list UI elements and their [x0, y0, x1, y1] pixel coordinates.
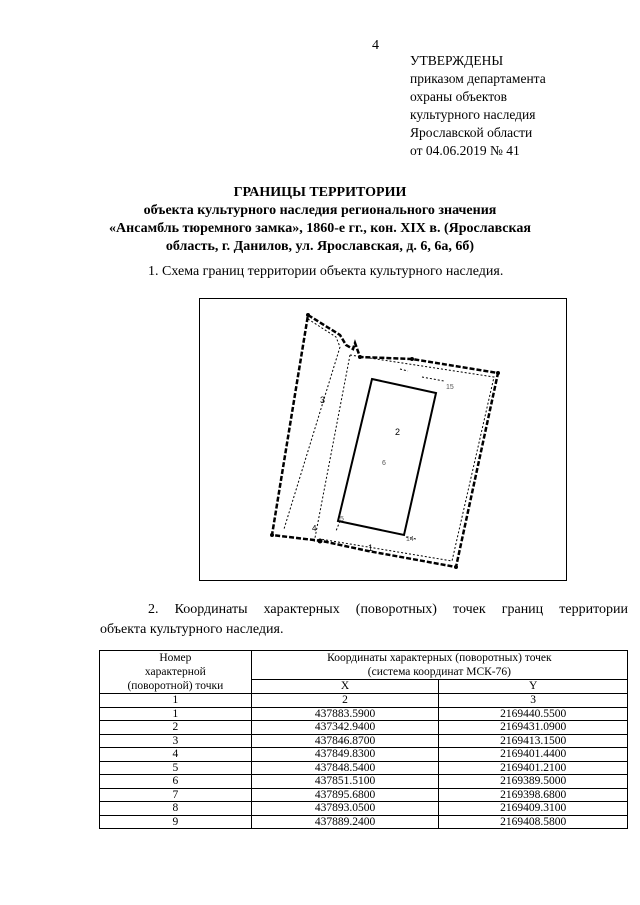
- approval-line: охраны объектов: [410, 89, 508, 104]
- section-2-heading: [100, 600, 628, 640]
- x-header: X: [251, 680, 439, 694]
- document-title: [0, 184, 640, 256]
- point-label: 6: [382, 460, 386, 467]
- approval-line: от 04.06.2019 № 41: [410, 143, 520, 158]
- approval-line: культурного наследия: [410, 107, 536, 122]
- title-line: область, г. Данилов, ул. Ярославская, д. 6, 6а, 6б): [165, 239, 475, 254]
- approval-stamp: [410, 52, 546, 160]
- point-label: 4: [312, 524, 317, 533]
- table-row: 7 437895.6800 2169398.6800: [100, 788, 628, 802]
- table-row: 8 437893.0500 2169409.3100: [100, 802, 628, 816]
- table-header-row: [100, 651, 628, 680]
- col-number-header: Номер характерной (поворотной) точки: [100, 651, 252, 694]
- section-2-line: объекта культурного наследия.: [100, 622, 284, 637]
- approval-line: УТВЕРЖДЕНЫ: [410, 53, 504, 68]
- title-line: «Ансамбль тюремного замка», 1860-е гг., кон. XIX в. (Ярославская: [109, 221, 531, 236]
- zone-label: 2: [395, 427, 401, 437]
- coordinates-table: [99, 650, 628, 829]
- table-row: 3 437846.8700 2169413.1500: [100, 734, 628, 748]
- zone-label: 1: [368, 543, 374, 553]
- col-coordinates-header: Координаты характерных (поворотных) точек (система координат МСК-76): [251, 651, 627, 680]
- section-1-heading: 1. Схема границ территории объекта культурного наследия.: [148, 264, 504, 279]
- point-label: 5: [340, 516, 344, 523]
- table-row: 4 437849.8300 2169401.4400: [100, 748, 628, 762]
- boundary-scheme: [199, 298, 567, 581]
- table-row: 9 437889.2400 2169408.5800: [100, 815, 628, 829]
- zone-label: 3: [320, 395, 326, 405]
- approval-line: приказом департамента: [410, 71, 546, 86]
- table-row: 1 437883.5900 2169440.5500: [100, 707, 628, 721]
- inner-boundary: [314, 355, 350, 543]
- page-number: 4: [372, 38, 379, 53]
- table-row: 2 437342.9400 2169431.0900: [100, 721, 628, 735]
- title-line: ГРАНИЦЫ ТЕРРИТОРИИ: [233, 185, 407, 200]
- inner-boundary: [284, 319, 340, 529]
- table-index-row: 1 2 3: [100, 694, 628, 708]
- building-outline: [338, 379, 436, 535]
- approval-line: Ярославской области: [410, 125, 533, 140]
- y-header: Y: [439, 680, 628, 694]
- section-2-line: 2. Координаты характерных (поворотных) точек границ территории: [148, 602, 628, 617]
- title-line: объекта культурного наследия регионального значения: [143, 203, 497, 218]
- table-row: 6 437851.5100 2169389.5000: [100, 775, 628, 789]
- scheme-drawing: [200, 299, 566, 580]
- point-label: 15: [446, 384, 454, 391]
- table-row: 5 437848.5400 2169401.2100: [100, 761, 628, 775]
- territory-boundary: [272, 315, 498, 567]
- point-label: 14: [406, 536, 414, 543]
